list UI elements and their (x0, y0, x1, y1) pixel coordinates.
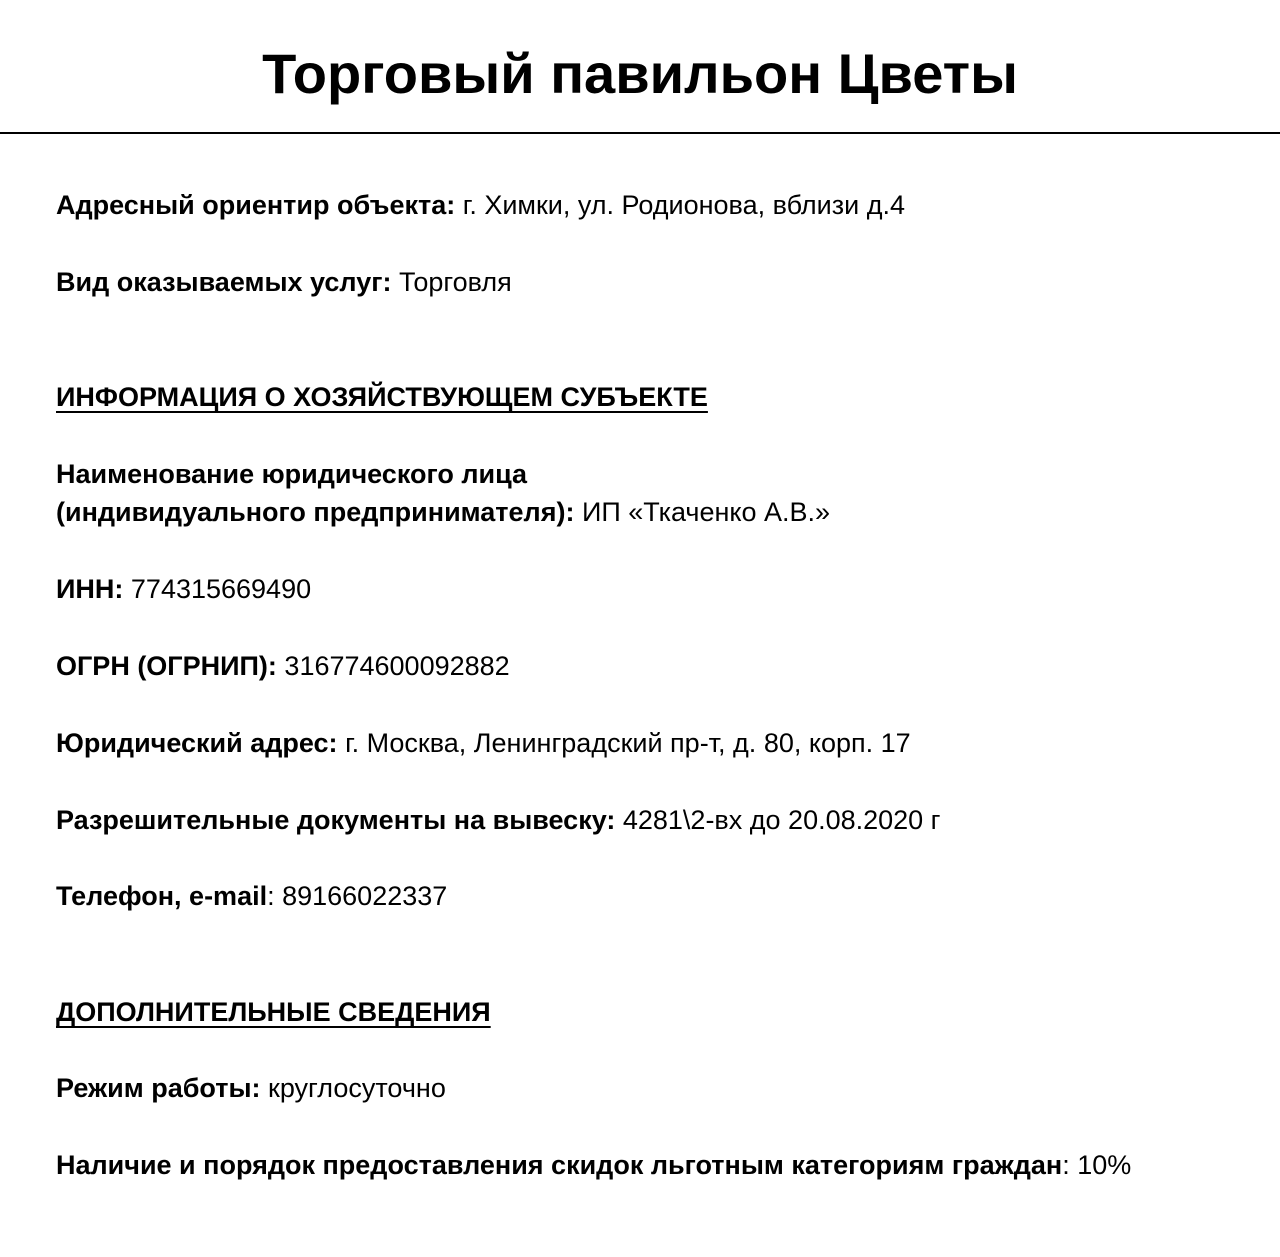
additional-section-heading: ДОПОЛНИТЕЛЬНЫЕ СВЕДЕНИЯ (56, 997, 491, 1027)
services-value: Торговля (391, 267, 512, 297)
services-row (56, 263, 512, 301)
discounts-row (56, 1146, 1131, 1184)
discounts-label: Наличие и порядок предоставления скидок льготным категориям граждан (56, 1150, 1063, 1180)
hours-label: Режим работы: (56, 1073, 261, 1103)
services-label: Вид оказываемых услуг: (56, 267, 392, 297)
contact-value: : 89166022337 (267, 881, 448, 911)
sign-permits-value: 4281\2-вх до 20.08.2020 г (615, 805, 941, 835)
legal-address-row (56, 724, 911, 762)
entity-section-heading: ИНФОРМАЦИЯ О ХОЗЯЙСТВУЮЩЕМ СУБЪЕКТЕ (56, 382, 708, 412)
ogrn-row (56, 647, 510, 685)
legal-address-value: г. Москва, Ленинградский пр-т, д. 80, корп. 17 (337, 728, 911, 758)
entity-name-label-line1 (56, 455, 527, 493)
sign-permits-label: Разрешительные документы на вывеску: (56, 805, 616, 835)
inn-label: ИНН: (56, 574, 124, 604)
ogrn-value: 316774600092882 (276, 651, 510, 681)
contact-label: Телефон, e-mail (56, 881, 268, 911)
sign-permits-row (56, 801, 941, 839)
entity-name-row (56, 493, 830, 531)
title-divider (0, 132, 1280, 134)
page-title: Торговый павильон Цветы (262, 42, 1018, 105)
address-label: Адресный ориентир объекта: (56, 190, 456, 220)
entity-name-label-part1: Наименование юридического лица (56, 459, 528, 489)
discounts-value: : 10% (1062, 1150, 1132, 1180)
hours-row (56, 1069, 446, 1107)
inn-value: 774315669490 (123, 574, 312, 604)
address-row (56, 186, 905, 224)
entity-name-label-part2: (индивидуального предпринимателя): (56, 497, 575, 527)
legal-address-label: Юридический адрес: (56, 728, 338, 758)
entity-name-value: ИП «Ткаченко А.В.» (574, 497, 831, 527)
hours-value: круглосуточно (260, 1073, 446, 1103)
address-value: г. Химки, ул. Родионова, вблизи д.4 (455, 190, 905, 220)
inn-row (56, 570, 311, 608)
ogrn-label: ОГРН (ОГРНИП): (56, 651, 277, 681)
contact-row (56, 877, 447, 915)
